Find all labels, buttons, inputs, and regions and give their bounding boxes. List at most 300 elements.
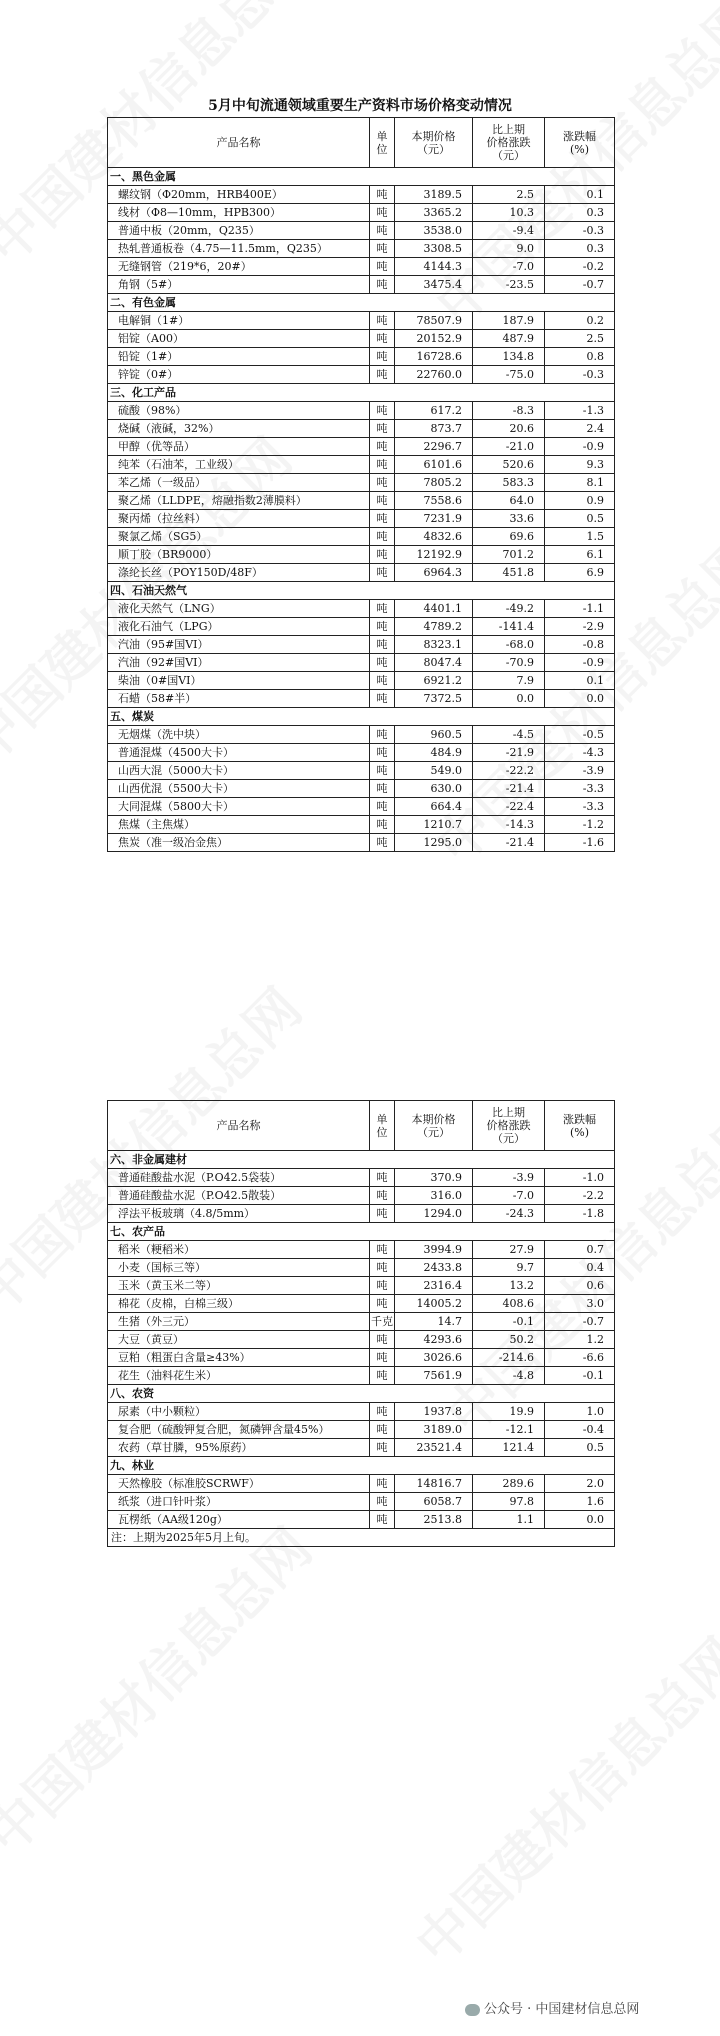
table-row	[108, 654, 615, 672]
category-row	[108, 708, 615, 726]
cell-pct: -0.5	[545, 726, 615, 744]
category-label: 七、农产品	[108, 1223, 615, 1241]
cell-price: 1295.0	[395, 834, 473, 852]
cell-change: 1.1	[473, 1511, 545, 1529]
cell-price: 6058.7	[395, 1493, 473, 1511]
cell-change: -7.0	[473, 258, 545, 276]
cell-name: 锌锭（0#）	[108, 366, 370, 384]
table-row	[108, 1403, 615, 1421]
category-label: 一、黑色金属	[108, 168, 615, 186]
table-row	[108, 438, 615, 456]
cell-change: -14.3	[473, 816, 545, 834]
cell-pct: 1.6	[545, 1493, 615, 1511]
cell-pct: 0.6	[545, 1277, 615, 1295]
table-row	[108, 1349, 615, 1367]
cell-unit: 吨	[370, 276, 395, 294]
table-row	[108, 618, 615, 636]
cell-unit: 吨	[370, 456, 395, 474]
cell-change: 187.9	[473, 312, 545, 330]
cell-pct: -0.2	[545, 258, 615, 276]
cell-change: 9.7	[473, 1259, 545, 1277]
table-row	[108, 492, 615, 510]
cell-unit: 吨	[370, 1367, 395, 1385]
header-unit: 单 位	[370, 1101, 395, 1151]
cell-pct: 0.3	[545, 204, 615, 222]
cell-name: 涤纶长丝（POY150D/48F）	[108, 564, 370, 582]
cell-price: 7558.6	[395, 492, 473, 510]
footer-text: 公众号 · 中国建材信息总网	[484, 2002, 640, 2017]
table-row	[108, 240, 615, 258]
cell-change: -3.9	[473, 1169, 545, 1187]
table-row	[108, 510, 615, 528]
category-row	[108, 168, 615, 186]
cell-pct: 1.5	[545, 528, 615, 546]
header-change: 比上期 价格涨跌 （元）	[473, 118, 545, 168]
cell-price: 8323.1	[395, 636, 473, 654]
price-table-part-1	[107, 117, 615, 852]
table-row	[108, 1439, 615, 1457]
cell-change: 289.6	[473, 1475, 545, 1493]
wechat-icon	[465, 2004, 480, 2016]
cell-change: 69.6	[473, 528, 545, 546]
cell-price: 4832.6	[395, 528, 473, 546]
cell-change: 50.2	[473, 1331, 545, 1349]
cell-price: 14.7	[395, 1313, 473, 1331]
header-price: 本期价格 （元）	[395, 1101, 473, 1151]
table-row	[108, 1475, 615, 1493]
category-label: 六、非金属建材	[108, 1151, 615, 1169]
table-row	[108, 402, 615, 420]
cell-change: 0.0	[473, 690, 545, 708]
table-row	[108, 780, 615, 798]
table-row	[108, 1241, 615, 1259]
cell-change: -70.9	[473, 654, 545, 672]
table-row	[108, 312, 615, 330]
cell-price: 78507.9	[395, 312, 473, 330]
cell-pct: 0.0	[545, 1511, 615, 1529]
header-change: 比上期 价格涨跌 （元）	[473, 1101, 545, 1151]
cell-price: 617.2	[395, 402, 473, 420]
cell-price: 6921.2	[395, 672, 473, 690]
cell-pct: -0.8	[545, 636, 615, 654]
cell-unit: 吨	[370, 1277, 395, 1295]
cell-price: 7561.9	[395, 1367, 473, 1385]
cell-name: 烧碱（液碱，32%）	[108, 420, 370, 438]
cell-change: -214.6	[473, 1349, 545, 1367]
cell-name: 普通混煤（4500大卡）	[108, 744, 370, 762]
cell-name: 复合肥（硫酸钾复合肥，氮磷钾含量45%）	[108, 1421, 370, 1439]
cell-name: 热轧普通板卷（4.75—11.5mm，Q235）	[108, 240, 370, 258]
cell-unit: 吨	[370, 1295, 395, 1313]
cell-price: 3026.6	[395, 1349, 473, 1367]
cell-name: 山西优混（5500大卡）	[108, 780, 370, 798]
cell-change: 20.6	[473, 420, 545, 438]
cell-name: 焦煤（主焦煤）	[108, 816, 370, 834]
cell-unit: 吨	[370, 1511, 395, 1529]
table-row	[108, 564, 615, 582]
cell-unit: 吨	[370, 186, 395, 204]
cell-change: -0.1	[473, 1313, 545, 1331]
cell-price: 3538.0	[395, 222, 473, 240]
cell-unit: 吨	[370, 1169, 395, 1187]
cell-change: 583.3	[473, 474, 545, 492]
cell-price: 6101.6	[395, 456, 473, 474]
cell-name: 聚丙烯（拉丝料）	[108, 510, 370, 528]
cell-name: 浮法平板玻璃（4.8/5mm）	[108, 1205, 370, 1223]
cell-price: 3994.9	[395, 1241, 473, 1259]
cell-price: 3475.4	[395, 276, 473, 294]
table-row	[108, 366, 615, 384]
cell-name: 天然橡胶（标准胶SCRWF）	[108, 1475, 370, 1493]
table-row	[108, 1187, 615, 1205]
table-row	[108, 1313, 615, 1331]
cell-price: 14816.7	[395, 1475, 473, 1493]
cell-price: 7805.2	[395, 474, 473, 492]
cell-unit: 吨	[370, 726, 395, 744]
cell-change: 408.6	[473, 1295, 545, 1313]
cell-unit: 吨	[370, 798, 395, 816]
cell-pct: 0.7	[545, 1241, 615, 1259]
table-row	[108, 816, 615, 834]
cell-name: 花生（油料花生米）	[108, 1367, 370, 1385]
category-row	[108, 384, 615, 402]
cell-pct: 0.8	[545, 348, 615, 366]
cell-name: 汽油（95#国VI）	[108, 636, 370, 654]
cell-unit: 吨	[370, 312, 395, 330]
cell-change: 7.9	[473, 672, 545, 690]
cell-pct: -4.3	[545, 744, 615, 762]
table-row	[108, 186, 615, 204]
cell-unit: 吨	[370, 528, 395, 546]
cell-unit: 吨	[370, 780, 395, 798]
cell-name: 尿素（中小颗粒）	[108, 1403, 370, 1421]
cell-pct: -1.6	[545, 834, 615, 852]
cell-price: 22760.0	[395, 366, 473, 384]
price-table-part-2	[107, 1100, 615, 1547]
cell-unit: 吨	[370, 1259, 395, 1277]
cell-pct: -1.1	[545, 600, 615, 618]
cell-change: -7.0	[473, 1187, 545, 1205]
cell-name: 大豆（黄豆）	[108, 1331, 370, 1349]
cell-change: -22.2	[473, 762, 545, 780]
category-row	[108, 1151, 615, 1169]
table-row	[108, 258, 615, 276]
table-row	[108, 1421, 615, 1439]
cell-name: 无缝钢管（219*6，20#）	[108, 258, 370, 276]
table-note: 注：上期为2025年5月上旬。	[108, 1529, 615, 1547]
cell-unit: 吨	[370, 204, 395, 222]
cell-unit: 吨	[370, 1349, 395, 1367]
cell-unit: 吨	[370, 240, 395, 258]
cell-unit: 吨	[370, 690, 395, 708]
cell-unit: 吨	[370, 510, 395, 528]
cell-name: 纸浆（进口针叶浆）	[108, 1493, 370, 1511]
cell-pct: -0.7	[545, 1313, 615, 1331]
cell-unit: 吨	[370, 1331, 395, 1349]
cell-unit: 吨	[370, 564, 395, 582]
cell-pct: 0.0	[545, 690, 615, 708]
watermark	[0, 1509, 326, 1869]
table-row	[108, 1331, 615, 1349]
cell-change: -24.3	[473, 1205, 545, 1223]
cell-pct: -0.9	[545, 654, 615, 672]
cell-name: 角钢（5#）	[108, 276, 370, 294]
cell-name: 甲醇（优等品）	[108, 438, 370, 456]
category-row	[108, 1385, 615, 1403]
cell-price: 2316.4	[395, 1277, 473, 1295]
table-row	[108, 1493, 615, 1511]
cell-pct: -0.4	[545, 1421, 615, 1439]
cell-price: 3308.5	[395, 240, 473, 258]
cell-unit: 吨	[370, 762, 395, 780]
table-row	[108, 1205, 615, 1223]
cell-name: 稻米（粳稻米）	[108, 1241, 370, 1259]
cell-pct: 1.0	[545, 1403, 615, 1421]
header-pct: 涨跌幅 (%)	[545, 118, 615, 168]
table-row	[108, 834, 615, 852]
cell-pct: 2.4	[545, 420, 615, 438]
cell-name: 豆粕（粗蛋白含量≥43%）	[108, 1349, 370, 1367]
cell-price: 4789.2	[395, 618, 473, 636]
cell-unit: 吨	[370, 744, 395, 762]
category-label: 八、农资	[108, 1385, 615, 1403]
cell-unit: 吨	[370, 1187, 395, 1205]
cell-unit: 千克	[370, 1313, 395, 1331]
cell-price: 7372.5	[395, 690, 473, 708]
table-row	[108, 690, 615, 708]
cell-name: 瓦楞纸（AA级120g）	[108, 1511, 370, 1529]
cell-name: 苯乙烯（一级品）	[108, 474, 370, 492]
cell-pct: 0.1	[545, 672, 615, 690]
cell-name: 大同混煤（5800大卡）	[108, 798, 370, 816]
cell-price: 12192.9	[395, 546, 473, 564]
cell-unit: 吨	[370, 258, 395, 276]
header-name: 产品名称	[108, 118, 370, 168]
cell-change: -21.4	[473, 834, 545, 852]
cell-name: 石蜡（58#半）	[108, 690, 370, 708]
cell-pct: -1.0	[545, 1169, 615, 1187]
cell-name: 玉米（黄玉米二等）	[108, 1277, 370, 1295]
cell-pct: 0.9	[545, 492, 615, 510]
cell-name: 焦炭（准一级冶金焦）	[108, 834, 370, 852]
watermark	[396, 1619, 720, 1979]
cell-pct: 0.5	[545, 510, 615, 528]
cell-change: -4.5	[473, 726, 545, 744]
cell-unit: 吨	[370, 348, 395, 366]
cell-name: 聚氯乙烯（SG5）	[108, 528, 370, 546]
cell-pct: -2.2	[545, 1187, 615, 1205]
cell-unit: 吨	[370, 474, 395, 492]
table-row	[108, 546, 615, 564]
cell-name: 电解铜（1#）	[108, 312, 370, 330]
table-row	[108, 420, 615, 438]
cell-change: 121.4	[473, 1439, 545, 1457]
cell-pct: 0.4	[545, 1259, 615, 1277]
cell-unit: 吨	[370, 1205, 395, 1223]
table-row	[108, 1295, 615, 1313]
cell-change: 27.9	[473, 1241, 545, 1259]
cell-pct: -3.9	[545, 762, 615, 780]
cell-price: 1294.0	[395, 1205, 473, 1223]
table-row	[108, 276, 615, 294]
cell-unit: 吨	[370, 600, 395, 618]
cell-change: -141.4	[473, 618, 545, 636]
cell-change: -21.0	[473, 438, 545, 456]
cell-change: -21.4	[473, 780, 545, 798]
cell-pct: -0.1	[545, 1367, 615, 1385]
category-label: 二、有色金属	[108, 294, 615, 312]
table-row	[108, 348, 615, 366]
page-title: 5月中旬流通领域重要生产资料市场价格变动情况	[208, 98, 512, 114]
cell-unit: 吨	[370, 1403, 395, 1421]
cell-pct: 1.2	[545, 1331, 615, 1349]
cell-name: 柴油（0#国VI）	[108, 672, 370, 690]
cell-change: 33.6	[473, 510, 545, 528]
cell-change: 2.5	[473, 186, 545, 204]
cell-price: 3189.5	[395, 186, 473, 204]
cell-pct: 8.1	[545, 474, 615, 492]
cell-unit: 吨	[370, 1439, 395, 1457]
cell-price: 370.9	[395, 1169, 473, 1187]
cell-name: 聚乙烯（LLDPE，熔融指数2薄膜料）	[108, 492, 370, 510]
cell-unit: 吨	[370, 366, 395, 384]
table-row	[108, 1511, 615, 1529]
cell-price: 1937.8	[395, 1403, 473, 1421]
table-row	[108, 222, 615, 240]
category-label: 五、煤炭	[108, 708, 615, 726]
cell-name: 山西大混（5000大卡）	[108, 762, 370, 780]
cell-price: 2433.8	[395, 1259, 473, 1277]
category-row	[108, 582, 615, 600]
cell-pct: -0.3	[545, 366, 615, 384]
cell-pct: 0.5	[545, 1439, 615, 1457]
cell-change: -68.0	[473, 636, 545, 654]
cell-unit: 吨	[370, 834, 395, 852]
cell-unit: 吨	[370, 438, 395, 456]
cell-change: -9.4	[473, 222, 545, 240]
cell-name: 普通中板（20mm，Q235）	[108, 222, 370, 240]
cell-change: 520.6	[473, 456, 545, 474]
table-row	[108, 798, 615, 816]
cell-unit: 吨	[370, 618, 395, 636]
cell-pct: -1.2	[545, 816, 615, 834]
category-label: 三、化工产品	[108, 384, 615, 402]
cell-price: 549.0	[395, 762, 473, 780]
cell-pct: -1.8	[545, 1205, 615, 1223]
cell-pct: 9.3	[545, 456, 615, 474]
cell-pct: -2.9	[545, 618, 615, 636]
cell-price: 16728.6	[395, 348, 473, 366]
table-row	[108, 1259, 615, 1277]
header-price: 本期价格 （元）	[395, 118, 473, 168]
cell-pct: -6.6	[545, 1349, 615, 1367]
cell-name: 液化天然气（LNG）	[108, 600, 370, 618]
table-row	[108, 744, 615, 762]
cell-unit: 吨	[370, 492, 395, 510]
cell-price: 8047.4	[395, 654, 473, 672]
table-row	[108, 456, 615, 474]
table-row	[108, 1277, 615, 1295]
table-row	[108, 762, 615, 780]
cell-change: -12.1	[473, 1421, 545, 1439]
cell-pct: 3.0	[545, 1295, 615, 1313]
cell-price: 4293.6	[395, 1331, 473, 1349]
table-row	[108, 528, 615, 546]
cell-price: 664.4	[395, 798, 473, 816]
cell-unit: 吨	[370, 546, 395, 564]
cell-price: 4144.3	[395, 258, 473, 276]
cell-change: -22.4	[473, 798, 545, 816]
cell-price: 3189.0	[395, 1421, 473, 1439]
cell-name: 小麦（国标三等）	[108, 1259, 370, 1277]
cell-change: 10.3	[473, 204, 545, 222]
cell-change: 134.8	[473, 348, 545, 366]
cell-name: 铅锭（1#）	[108, 348, 370, 366]
cell-name: 液化石油气（LPG）	[108, 618, 370, 636]
cell-change: 97.8	[473, 1493, 545, 1511]
cell-change: 9.0	[473, 240, 545, 258]
cell-price: 14005.2	[395, 1295, 473, 1313]
cell-change: 487.9	[473, 330, 545, 348]
cell-pct: 6.9	[545, 564, 615, 582]
table-row	[108, 330, 615, 348]
cell-price: 316.0	[395, 1187, 473, 1205]
table-row	[108, 600, 615, 618]
category-row	[108, 294, 615, 312]
cell-change: -23.5	[473, 276, 545, 294]
cell-name: 普通硅酸盐水泥（P.O42.5散装）	[108, 1187, 370, 1205]
cell-price: 4401.1	[395, 600, 473, 618]
cell-pct: 6.1	[545, 546, 615, 564]
cell-price: 23521.4	[395, 1439, 473, 1457]
table-row	[108, 1367, 615, 1385]
table-row	[108, 636, 615, 654]
cell-price: 630.0	[395, 780, 473, 798]
cell-price: 2296.7	[395, 438, 473, 456]
cell-name: 纯苯（石油苯，工业级）	[108, 456, 370, 474]
table-row	[108, 726, 615, 744]
cell-unit: 吨	[370, 672, 395, 690]
cell-name: 农药（草甘膦，95%原药）	[108, 1439, 370, 1457]
cell-pct: -3.3	[545, 798, 615, 816]
cell-name: 顺丁胶（BR9000）	[108, 546, 370, 564]
cell-unit: 吨	[370, 1241, 395, 1259]
cell-price: 20152.9	[395, 330, 473, 348]
cell-name: 无烟煤（洗中块）	[108, 726, 370, 744]
table-row	[108, 474, 615, 492]
category-label: 四、石油天然气	[108, 582, 615, 600]
cell-change: -4.8	[473, 1367, 545, 1385]
cell-price: 6964.3	[395, 564, 473, 582]
cell-change: -8.3	[473, 402, 545, 420]
cell-pct: 2.0	[545, 1475, 615, 1493]
cell-change: -75.0	[473, 366, 545, 384]
cell-name: 硫酸（98%）	[108, 402, 370, 420]
cell-price: 7231.9	[395, 510, 473, 528]
cell-price: 3365.2	[395, 204, 473, 222]
header-pct: 涨跌幅 (%)	[545, 1101, 615, 1151]
table-row	[108, 672, 615, 690]
cell-unit: 吨	[370, 654, 395, 672]
cell-name: 螺纹钢（Φ20mm，HRB400E）	[108, 186, 370, 204]
cell-name: 汽油（92#国VI）	[108, 654, 370, 672]
category-row	[108, 1223, 615, 1241]
cell-pct: 0.3	[545, 240, 615, 258]
cell-price: 2513.8	[395, 1511, 473, 1529]
category-row	[108, 1457, 615, 1475]
cell-name: 普通硅酸盐水泥（P.O42.5袋装）	[108, 1169, 370, 1187]
cell-change: -49.2	[473, 600, 545, 618]
